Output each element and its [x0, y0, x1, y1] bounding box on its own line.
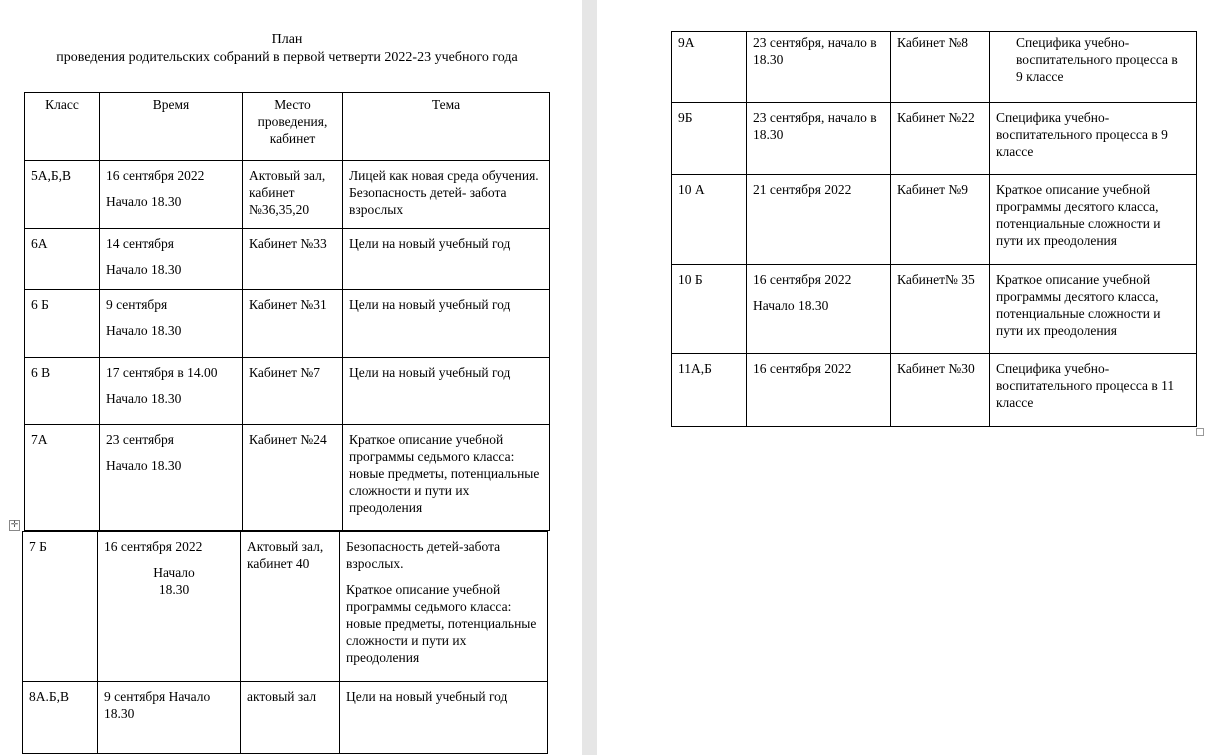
cell-class: 7А	[25, 425, 100, 531]
cell-time	[100, 290, 243, 358]
cell-place: Кабинет №7	[243, 358, 343, 425]
cell-time: 16 сентября 2022	[747, 354, 891, 427]
table-row	[25, 425, 550, 531]
time-date: 16 сентября 2022	[106, 168, 205, 183]
cell-time	[100, 425, 243, 531]
cell-place: Кабинет №22	[891, 103, 990, 175]
cell-time: 23 сентября, начало в 18.30	[747, 103, 891, 175]
document-title	[0, 31, 574, 67]
cell-topic: Цели на новый учебный год	[343, 229, 550, 290]
cell-time	[100, 358, 243, 425]
table-resize-handle[interactable]	[1196, 428, 1204, 436]
cell-class: 8А.Б,В	[23, 682, 98, 754]
cell-class: 6А	[25, 229, 100, 290]
time-date: 16 сентября 2022	[753, 272, 852, 287]
cell-place: Актовый зал, кабинет 40	[241, 532, 340, 682]
topic-paragraph-2: Краткое описание учебной программы седьмого класса: новые предметы, потенциальные сложности и пути их преодоления	[346, 582, 537, 665]
time-start: Начало 18.30	[153, 565, 195, 597]
title-line-2: проведения родительских собраний в первой четверти 2022-23 учебного года	[56, 50, 518, 65]
schedule-table-left	[24, 92, 550, 531]
cell-time: 21 сентября 2022	[747, 175, 891, 265]
time-date: 16 сентября 2022	[104, 539, 203, 554]
cell-place: Кабинет №30	[891, 354, 990, 427]
cell-place: Кабинет №33	[243, 229, 343, 290]
cell-time	[100, 229, 243, 290]
document-page-right[interactable]	[597, 0, 1222, 755]
time-start: Начало 18.30	[106, 458, 182, 473]
cell-topic: Цели на новый учебный год	[343, 290, 550, 358]
table-row	[23, 682, 548, 754]
document-page-left[interactable]	[0, 0, 582, 755]
schedule-table-left-continued	[22, 531, 548, 754]
cell-topic: Цели на новый учебный год	[340, 682, 548, 754]
cell-topic: Краткое описание учебной программы десятого класса, потенциальные сложности и пути их преодоления	[990, 175, 1197, 265]
time-date: 17 сентября в 14.00	[106, 365, 218, 380]
cell-topic: Краткое описание учебной программы седьмого класса: новые предметы, потенциальные сложности и пути их преодоления	[343, 425, 550, 531]
table-header-row	[25, 93, 550, 161]
cell-class: 11А,Б	[672, 354, 747, 427]
table-row	[25, 161, 550, 229]
cell-place: Кабинет№ 35	[891, 265, 990, 354]
table-row	[25, 290, 550, 358]
header-class: Класс	[25, 93, 100, 161]
time-date: 9 сентября	[106, 297, 168, 312]
time-start: Начало 18.30	[106, 262, 182, 277]
table-row	[23, 532, 548, 682]
cell-topic: Специфика учебно-воспитательного процесса в 9 классе	[990, 32, 1197, 103]
cell-time: 23 сентября, начало в 18.30	[747, 32, 891, 103]
table-row	[25, 229, 550, 290]
cell-time	[100, 161, 243, 229]
cell-place: актовый зал	[241, 682, 340, 754]
time-start: Начало 18.30	[106, 323, 182, 338]
cell-topic: Цели на новый учебный год	[343, 358, 550, 425]
cell-class: 6 В	[25, 358, 100, 425]
cell-time	[747, 265, 891, 354]
header-topic: Тема	[343, 93, 550, 161]
cell-topic: Специфика учебно-воспитательного процесса в 9 классе	[990, 103, 1197, 175]
cell-class: 10 Б	[672, 265, 747, 354]
cell-time	[98, 532, 241, 682]
cell-time: 9 сентября Начало 18.30	[98, 682, 241, 754]
table-row	[672, 32, 1197, 103]
cell-place: Кабинет №31	[243, 290, 343, 358]
time-start: Начало 18.30	[106, 391, 182, 406]
cell-place: Кабинет №8	[891, 32, 990, 103]
time-date: 14 сентября	[106, 236, 175, 251]
table-row	[672, 354, 1197, 427]
cell-class: 5А,Б,В	[25, 161, 100, 229]
table-move-handle-icon[interactable]: ✛	[10, 520, 19, 530]
cell-class: 7 Б	[23, 532, 98, 682]
cell-class: 9Б	[672, 103, 747, 175]
schedule-table-right	[671, 31, 1197, 427]
text-cursor	[1196, 266, 1197, 286]
header-place: Место проведения, кабинет	[243, 93, 343, 161]
cell-topic: Краткое описание учебной программы десятого класса, потенциальные сложности и пути их преодоления	[990, 265, 1197, 354]
cell-place: Актовый зал, кабинет №36,35,20	[243, 161, 343, 229]
table-row	[25, 358, 550, 425]
cell-class: 6 Б	[25, 290, 100, 358]
topic-paragraph-1: Безопасность детей-забота взрослых.	[346, 539, 501, 571]
time-date: 23 сентября	[106, 432, 175, 447]
cell-class: 9А	[672, 32, 747, 103]
cell-topic: Специфика учебно-воспитательного процесса в 11 классе	[990, 354, 1197, 427]
title-line-1: План	[271, 32, 303, 47]
header-time: Время	[100, 93, 243, 161]
time-start: Начало 18.30	[753, 298, 829, 313]
table-row	[672, 265, 1197, 354]
time-start: Начало 18.30	[106, 194, 182, 209]
cell-topic	[340, 532, 548, 682]
cell-place: Кабинет №24	[243, 425, 343, 531]
cell-topic: Лицей как новая среда обучения. Безопасность детей- забота взрослых	[343, 161, 550, 229]
table-row	[672, 175, 1197, 265]
cell-class: 10 А	[672, 175, 747, 265]
cell-place: Кабинет №9	[891, 175, 990, 265]
table-row	[672, 103, 1197, 175]
